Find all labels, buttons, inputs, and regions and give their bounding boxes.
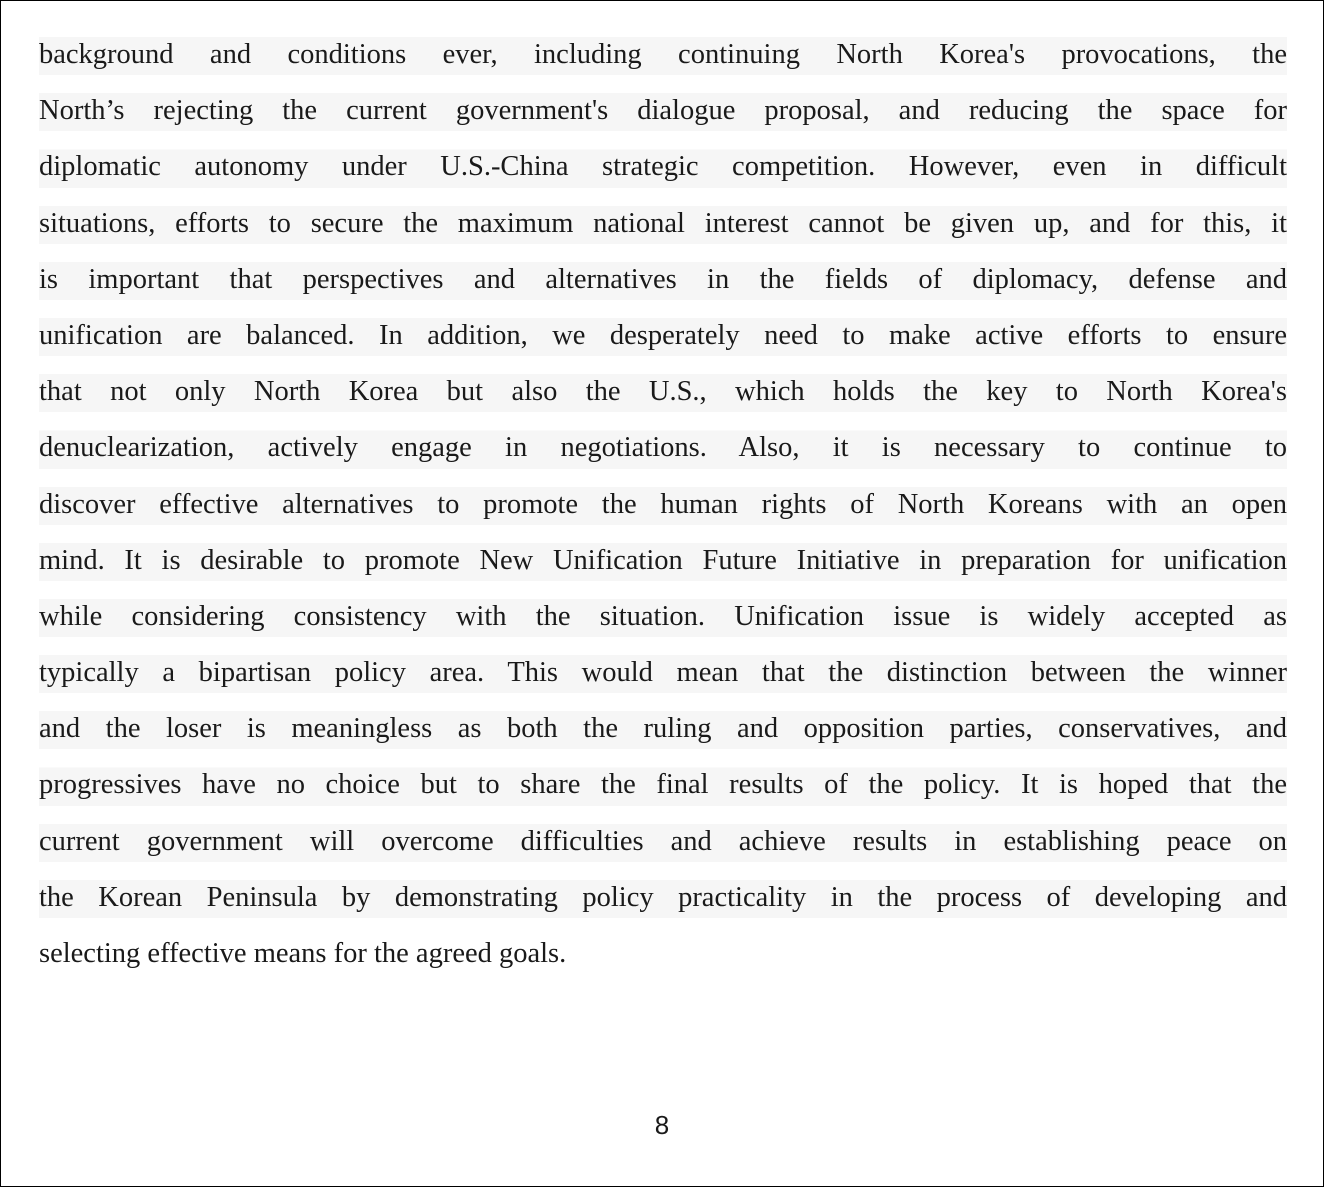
text-line-17: selecting effective means for the agreed goals.: [39, 938, 567, 969]
text-line-5: is important that perspectives and alternatives in the fields of diplomacy, defense and: [39, 252, 1287, 308]
text-line-7: that not only North Korea but also the U.S., which holds the key to North Korea's: [39, 364, 1287, 420]
text-line-11: while considering consistency with the situation. Unification issue is widely accepted as: [39, 589, 1287, 645]
text-line-4: situations, efforts to secure the maximum national interest cannot be given up, and for this, it: [39, 196, 1287, 252]
body-paragraph: [39, 27, 1287, 982]
text-line-8: denuclearization, actively engage in negotiations. Also, it is necessary to continue to: [39, 420, 1287, 476]
text-line-9: discover effective alternatives to promote the human rights of North Koreans with an open: [39, 477, 1287, 533]
text-line-13: and the loser is meaningless as both the ruling and opposition parties, conservatives, and: [39, 701, 1287, 757]
text-line-2: North’s rejecting the current government's dialogue proposal, and reducing the space for: [39, 83, 1287, 139]
text-line-15: current government will overcome difficulties and achieve results in establishing peace on: [39, 814, 1287, 870]
text-line-16: the Korean Peninsula by demonstrating policy practicality in the process of developing and: [39, 870, 1287, 926]
text-line-10: mind. It is desirable to promote New Unification Future Initiative in preparation for unification: [39, 533, 1287, 589]
text-line-12: typically a bipartisan policy area. This would mean that the distinction between the winner: [39, 645, 1287, 701]
text-line-1: background and conditions ever, including continuing North Korea's provocations, the: [39, 27, 1287, 83]
text-line-3: diplomatic autonomy under U.S.-China strategic competition. However, even in difficult: [39, 139, 1287, 195]
text-line-14: progressives have no choice but to share the final results of the policy. It is hoped that the: [39, 757, 1287, 813]
page-number: 8: [654, 1110, 670, 1140]
text-line-6: unification are balanced. In addition, we desperately need to make active efforts to ensure: [39, 308, 1287, 364]
